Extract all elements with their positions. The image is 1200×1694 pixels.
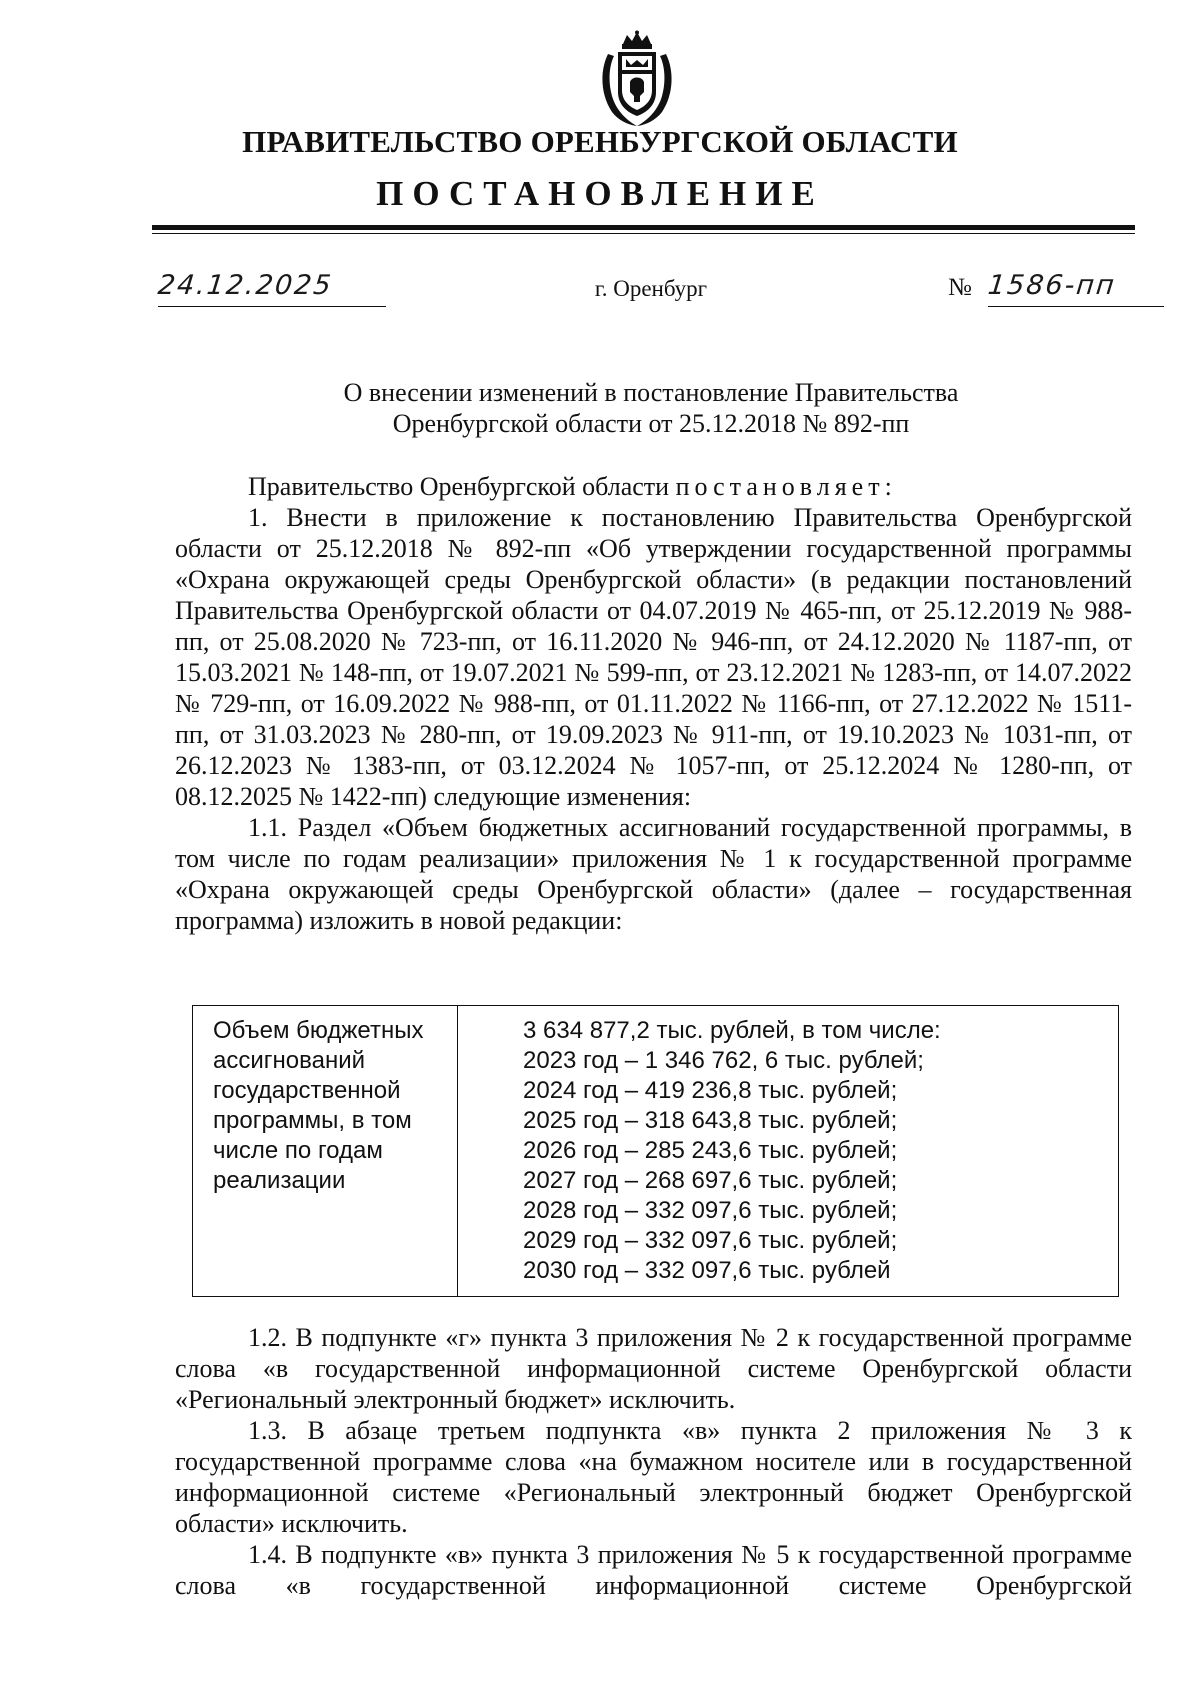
subject-line: О внесении изменений в постановление Правительства bbox=[343, 378, 959, 407]
budget-year-line: 2030 год – 332 097,6 тыс. рублей bbox=[523, 1257, 891, 1284]
budget-label-line: Объем бюджетных bbox=[213, 1017, 424, 1044]
budget-value-cell bbox=[458, 1006, 941, 1286]
document-date: 24.12.2025 bbox=[156, 270, 335, 301]
budget-label-cell bbox=[193, 1006, 458, 1296]
paragraph-1: 1. Внести в приложение к постановлению Правительства Оренбургской области от 25.12.2018 № 892-пп «Об утверждении государственной программы «Охрана окружающей среды Оренбургской области» (в редакции постановлений Правительства Оренбургской области от 04.07.2019 № 465-пп, от 25.12.2019 № 988-пп, от 25.08.2020 № 723-пп, от 16.11.2020 № 946-пп, от 24.12.2020 № 1187-пп, от 15.03.2021 № 148-пп, от 19.07.2021 № 599-пп, от 23.12.2021 № 1283-пп, от 14.07.2022 № 729-пп, от 16.09.2022 № 988-пп, от 01.11.2022 № 1166-пп, от 27.12.2022 № 1511-пп, от 31.03.2023 № 280-пп, от 19.09.2023 № 911-пп, от 19.10.2023 № 1031-пп, от 26.12.2023 № 1383-пп, от 03.12.2024 № 1057-пп, от 25.12.2024 № 1280-пп, от 08.12.2025 № 1422-пп) следующие изменения: bbox=[175, 503, 1132, 811]
city-name: г. Оренбург bbox=[594, 276, 708, 301]
header-rule-thin bbox=[152, 233, 1135, 234]
body-upper bbox=[175, 471, 1132, 936]
document-subject bbox=[0, 377, 1200, 439]
intro-prefix: Правительство Оренбургской области bbox=[248, 472, 676, 501]
number-field bbox=[988, 270, 1164, 307]
number-sign: № bbox=[948, 274, 972, 301]
paragraph-1-1: 1.1. Раздел «Объем бюджетных ассигнований государственной программы, в том числе по годам реализации» приложения № 1 к государственной программе «Охрана окружающей среды Оренбургской области» (далее – государственная программа) изложить в новой редакции: bbox=[175, 813, 1132, 935]
document-number: 1586-пп bbox=[986, 270, 1118, 301]
paragraph-1-4: 1.4. В подпункте «в» пункта 3 приложения № 5 к государственной программе слова «в государственной информационной системе Оренбургской bbox=[175, 1540, 1132, 1600]
budget-year-line: 2025 год – 318 643,8 тыс. рублей; bbox=[523, 1107, 898, 1134]
budget-label-line: государственной bbox=[213, 1077, 401, 1104]
coat-of-arms-icon bbox=[596, 30, 678, 130]
budget-year-line: 2027 год – 268 697,6 тыс. рублей; bbox=[523, 1167, 898, 1194]
government-title: ПРАВИТЕЛЬСТВО ОРЕНБУРГСКОЙ ОБЛАСТИ bbox=[242, 124, 958, 159]
intro-verb: постановляет: bbox=[675, 472, 897, 501]
budget-label-line: числе по годам bbox=[213, 1137, 383, 1164]
budget-label-line: реализации bbox=[213, 1167, 346, 1194]
budget-label-line: программы, в том bbox=[213, 1107, 412, 1134]
budget-year-line: 2024 год – 419 236,8 тыс. рублей; bbox=[523, 1077, 898, 1104]
budget-year-line: 2028 год – 332 097,6 тыс. рублей; bbox=[523, 1197, 898, 1224]
budget-label-line: ассигнований bbox=[213, 1047, 366, 1074]
subject-line: Оренбургской области от 25.12.2018 № 892-пп bbox=[392, 409, 910, 438]
budget-year-line: 2029 год – 332 097,6 тыс. рублей; bbox=[523, 1227, 898, 1254]
body-lower bbox=[175, 1322, 1132, 1601]
budget-total-line: 3 634 877,2 тыс. рублей, в том числе: bbox=[523, 1017, 941, 1044]
header-rule-thick bbox=[152, 225, 1135, 230]
paragraph-1-2: 1.2. В подпункте «г» пункта 3 приложения № 2 к государственной программе слова «в государственной информационной системе Оренбургской области «Региональный электронный бюджет» исключить. bbox=[175, 1323, 1132, 1414]
budget-year-line: 2026 год – 285 243,6 тыс. рублей; bbox=[523, 1137, 898, 1164]
intro-paragraph bbox=[175, 471, 1132, 502]
document-type-title: ПОСТАНОВЛЕНИЕ bbox=[376, 174, 824, 213]
paragraph-1-3: 1.3. В абзаце третьем подпункта «в» пункта 2 приложения № 3 к государственной программе слова «на бумажном носителе или в государственной информационной системе «Региональный электронный бюджет Оренбургской области» исключить. bbox=[175, 1416, 1132, 1538]
budget-table bbox=[192, 1005, 1119, 1297]
budget-year-line: 2023 год – 1 346 762, 6 тыс. рублей; bbox=[523, 1047, 924, 1074]
